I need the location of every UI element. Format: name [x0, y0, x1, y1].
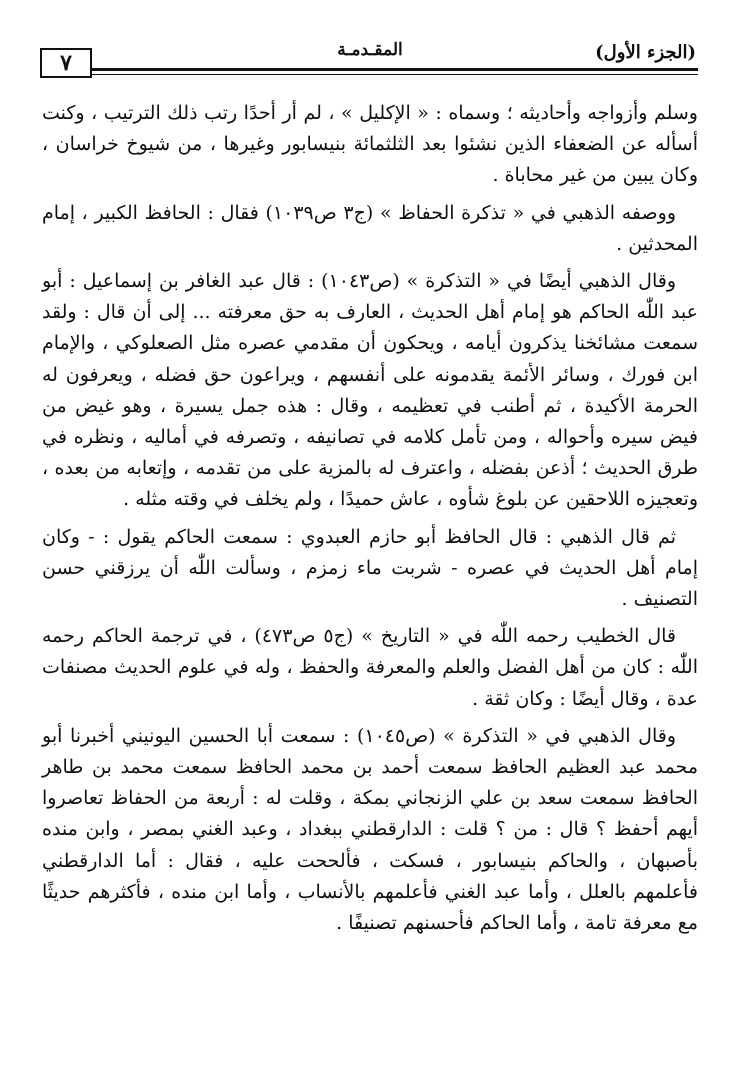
paragraph: وسلم وأزواجه وأحاديثه ؛ وسماه : « الإكليل » ، لم أر أحدًا رتب ذلك الترتيب ، وكنت أسأله عن الضعفاء الذين نشئوا بعد الثلثمائة بنيسابور وغيرها ، من شيوخ خراسان ، وكان يبين من غير محاباة . [42, 102, 698, 187]
paragraph: قال الخطيب رحمه اللّٰه في « التاريخ » (ج٥ ص٤٧٣) ، في ترجمة الحاكم رحمه اللّٰه : كان من أهل الفضل والعلم والمعرفة والحفظ ، وله في علوم الحديث مصنفات عدة ، وقال أيضًا : وكان ثقة . [42, 625, 698, 710]
header-rule-thick [92, 68, 698, 71]
section-title: المقـدمـة [337, 40, 403, 60]
header-rule-thin [92, 74, 698, 75]
main-text [42, 98, 698, 945]
paragraph: وقال الذهبي في « التذكرة » (ص١٠٤٥) : سمعت أبا الحسين اليونيني أخبرنا أبو محمد عبد العظيم الحافظ سمعت أحمد بن محمد الحافظ سمعت محمد بن طاهر الحافظ سمعت سعد بن علي الزنجاني بمكة ، وقلت له : أربعة من الحفاظ تعاصروا أيهم أحفظ ؟ قال : من ؟ قلت : الدارقطني ببغداد ، وعبد الغني بمصر ، وابن منده بأصبهان ، والحاكم بنيسابور ، فسكت ، فألححت عليه ، فقال : أما الدارقطني فأعلمهم بالعلل ، وأما عبد الغني فأعلمهم بالأنساب ، وأما ابن منده ، فأكثرهم حديثًا مع معرفة تامة ، وأما الحاكم فأحسنهم تصنيفًا . [42, 724, 698, 935]
volume-label: (الجزء الأول) [595, 42, 696, 63]
page-header [40, 40, 698, 84]
page-number: ٧ [40, 48, 92, 78]
paragraph: ووصفه الذهبي في « تذكرة الحفاظ » (ج٣ ص١٠٣٩) فقال : الحافظ الكبير ، إمام المحدثين . [42, 201, 698, 255]
paragraph: ثم قال الذهبي : قال الحافظ أبو حازم العبدوي : سمعت الحاكم يقول : - وكان إمام أهل الحديث في عصره - شربت ماء زمزم ، وسألت اللّٰه أن يرزقني حسن التصنيف . [42, 525, 698, 611]
paragraph: وقال الذهبي أيضًا في « التذكرة » (ص١٠٤٣) : قال عبد الغافر بن إسماعيل : أبو عبد اللّٰه الحاكم هو إمام أهل الحديث ، العارف به حق معرفته ... إلى أن قال : ولقد سمعت مشائخنا يذكرون أيامه ، ويحكون أن مقدمي عصره مثل الصعلوكي ، والإمام ابن فورك ، وسائر الأئمة يقدمونه على أنفسهم ، ويراعون حق فضله ، ويعرفون له الحرمة الأكيدة ، ثم أطنب في تعظيمه ، وقال : هذه جمل يسيرة ، وهو غيض من فيض سيره وأحواله ، ومن تأمل كلامه في تصانيفه ، وتصرفه في أماليه ، ونظره في طرق الحديث ؛ أذعن بفضله ، واعترف له بالمزية على من تقدمه ، وإتعابه من بعده ، وتعجيزه اللاحقين عن بلوغ شأوه ، عاش حميدًا ، ولم يخلف في وقته مثله . [42, 270, 699, 511]
